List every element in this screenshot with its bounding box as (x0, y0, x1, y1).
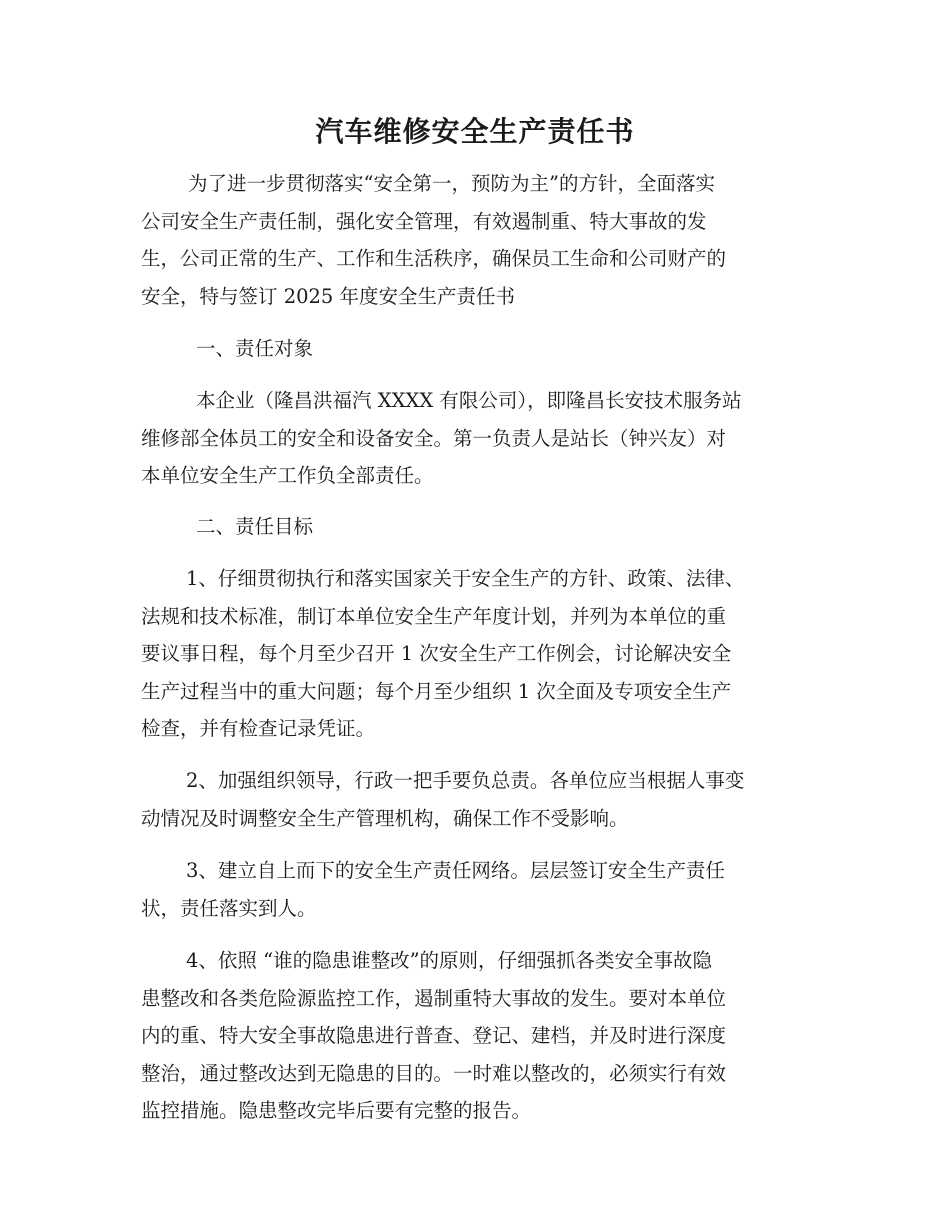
item-1-paragraph (141, 560, 807, 748)
item-1-line: 法规和技术标准，制订本单位安全生产年度计划，并列为本单位的重 (141, 604, 727, 628)
item-3-line: 3、建立自上而下的安全生产责任网络。层层签订安全生产责任 (186, 859, 725, 882)
item-2-line: 2、加强组织领导，行政一把手要负总责。各单位应当根据人事变 (186, 769, 745, 792)
intro-line: 公司安全生产责任制，强化安全管理，有效遏制重、特大事故的发 (141, 209, 707, 233)
item-1-line: 检查，并有检查记录凭证。 (141, 717, 376, 740)
intro-line: 安全，特与签订 2025 年度安全生产责任书 (141, 284, 516, 308)
item-4-line: 监控措施。隐患整改完毕后要有完整的报告。 (141, 1099, 532, 1122)
intro-line: 为了进一步贯彻落实“安全第一，预防为主”的方针，全面落实 (188, 172, 715, 195)
item-4-paragraph (141, 942, 807, 1130)
item-4-line: 整治，通过整改达到无隐患的目的。一时难以整改的，必须实行有效 (141, 1061, 727, 1085)
section-heading-text: 二、责任目标 (196, 515, 314, 538)
item-4-line: 患整改和各类危险源监控工作，遏制重特大事故的发生。要对本单位 (141, 986, 727, 1010)
item-1-line: 生产过程当中的重大问题；每个月至少组织 1 次全面及专项安全生产 (141, 679, 732, 703)
item-2-paragraph (141, 762, 807, 837)
item-4-line: 内的重、特大安全事故隐患进行普查、登记、建档，并及时进行深度 (141, 1024, 727, 1047)
intro-paragraph (141, 165, 807, 315)
section-heading-1 (141, 330, 807, 368)
document-title: 汽车维修安全生产责任书 (315, 115, 635, 148)
item-4-line: 4、依照 “谁的隐患谁整改”的原则，仔细强抓各类安全事故隐 (186, 949, 713, 972)
section1-line: 维修部全体员工的安全和设备安全。第一负责人是站长（钟兴友）对 (141, 426, 727, 450)
section1-line: 本单位安全生产工作负全部责任。 (141, 464, 434, 487)
section1-paragraph (141, 382, 807, 495)
section1-line: 本企业（隆昌洪福汽 XXXX 有限公司），即隆昌长安技术服务站 (196, 389, 742, 412)
section-heading-2 (141, 508, 807, 546)
intro-line: 生，公司正常的生产、工作和生活秩序，确保员工生命和公司财产的 (141, 247, 727, 270)
item-1-line: 要议事日程，每个月至少召开 1 次安全生产工作例会，讨论解决安全 (141, 642, 732, 665)
item-3-paragraph (141, 852, 807, 927)
section-heading-text: 一、责任对象 (196, 337, 314, 360)
item-2-line: 动情况及时调整安全生产管理机构，确保工作不受影响。 (141, 806, 629, 830)
item-3-line: 状，责任落实到人。 (141, 896, 317, 920)
item-1-line: 1、仔细贯彻执行和落实国家关于安全生产的方针、政策、法律、 (186, 567, 745, 590)
